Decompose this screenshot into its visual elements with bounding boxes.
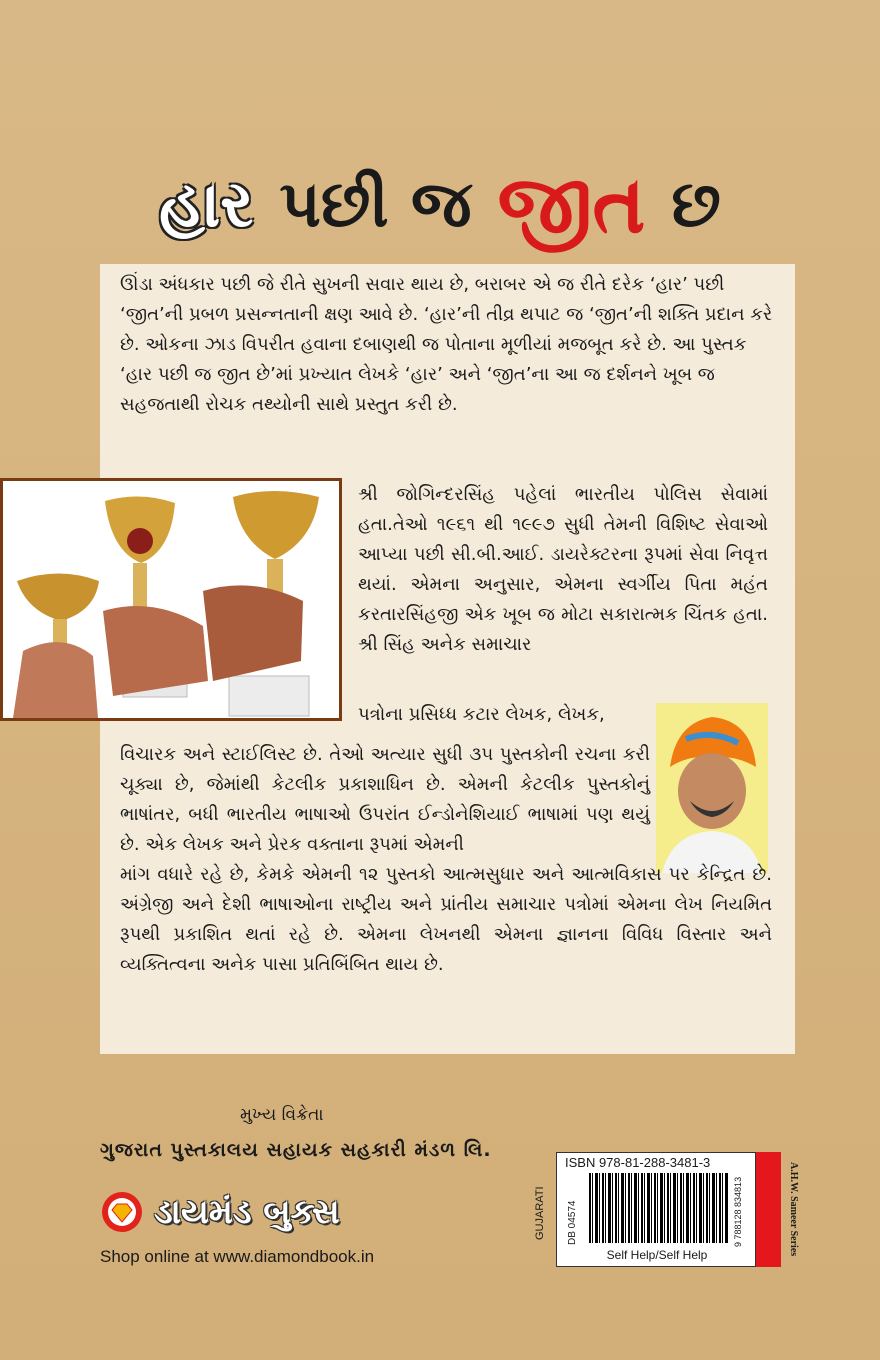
title-word-chhe: છ bbox=[671, 168, 721, 242]
publisher-brand bbox=[100, 1190, 340, 1234]
intro-paragraph: ઊંડા અંધકાર પછી જે રીતે સુખની સવાર થાય છે, બરાબર એ જ રીતે દરેક ‘હાર’ પછી ‘જીત’ની પ્રબળ પ્રસન્નતાની ક્ષણ આવે છે. ‘હાર’ની તીવ્ર થપાટ જ ‘જીત’ની શક્તિ પ્રદાન કરે છે. ઓકના ઝાડ વિપરીત હવાના દબાણથી જ પોતાના મૂળીયાં મજબૂત કરે છે. આ પુસ્તક ‘હાર પછી જ જીત છે’માં પ્રખ્યાત લેખકે ‘હાર’ અને ‘જીત’ના આ જ દર્શનને ખૂબ જ સહજતાથી રોચક તથ્યોની સાથે પ્રસ્તુત કરી છે. bbox=[120, 274, 773, 415]
barcode-box bbox=[556, 1152, 756, 1267]
author-bio-continued: પત્રોના પ્રસિધ્ધ કટાર લેખક, લેખક, bbox=[358, 704, 605, 725]
db-code: DB 04574 bbox=[567, 1200, 578, 1245]
author-bio-lower-b: માંગ વધારે રહે છે, કેમકે એમની ૧૨ પુસ્તકો આત્મસુધાર અને આત્મવિકાસ પર કેન્દ્રિત છે. અંગ્રેજી અને દેશી ભાષાઓના રાષ્ટ્રીય અને પ્રાંતીય સમાચાર પત્રોમાં એમના લેખ નિયમિત રૂપથી પ્રકાશિત થતાં રહે છે. એમના લેખનથી એમના જ્ઞાનના વિવિધ વિસ્તાર અને વ્યક્તિત્વના અનેક પાસા પ્રતિબિંબિત થાય છે. bbox=[120, 864, 772, 975]
author-bio-lower-a: વિચારક અને સ્ટાઈલિસ્ટ છે. તેઓ અત્યાર સુધી ૩૫ પુસ્તકોની રચના કરી ચૂક્યા છે, જેમાંથી કેટલીક પ્રકાશાધિન છે. એમની કેટલીક પુસ્તકોનું ભાષાંતર, બધી ભારતીય ભાષાઓ ઉપરાંત ઈન્ડોનેશિયાઈ ભાષામાં પણ થયું છે. એક લેખક અને પ્રેરક વક્તાના રૂપમાં એમની bbox=[120, 744, 650, 855]
distributor-name: ગુજરાત પુસ્તકાલય સહાયક સહકારી મંડળ લિ. bbox=[100, 1139, 492, 1161]
publisher-name: ડાયમંડ બુક્સ bbox=[154, 1192, 340, 1232]
series-red-strip bbox=[756, 1152, 781, 1267]
barcode-digits: 9 788128 834813 bbox=[733, 1176, 743, 1247]
language-label: GUJARATI bbox=[534, 1186, 546, 1240]
shop-online-url[interactable]: Shop online at www.diamondbook.in bbox=[100, 1247, 375, 1266]
book-title bbox=[0, 150, 880, 260]
diamond-logo-icon bbox=[100, 1190, 144, 1234]
book-category: Self Help/Self Help bbox=[606, 1248, 708, 1262]
trophies-illustration bbox=[3, 481, 339, 718]
barcode-bars bbox=[589, 1173, 729, 1243]
title-word-jeet: જીત bbox=[497, 158, 646, 251]
title-word-haar: હાર bbox=[159, 168, 254, 242]
trophy-photo bbox=[0, 478, 342, 721]
isbn-number: ISBN 978-81-288-3481-3 bbox=[565, 1155, 711, 1170]
series-label: A.H.W. Sameer Series bbox=[788, 1161, 799, 1257]
author-bio-paragraph: શ્રી જોગિન્દરસિંહ પહેલાં ભારતીય પોલિસ સેવામાં હતા.તેઓ ૧૯૬૧ થી ૧૯૯૭ સુધી તેમની વિશિષ્ટ સેવાઓ આપ્યા પછી સી.બી.આઈ. ડાયરેક્ટરના રૂપમાં સેવા નિવૃત્ત થયાં. એમના અનુસાર, એમના સ્વર્ગીય પિતા મહંત કરતારસિંહજી એક ખૂબ જ મોટા સકારાત્મક ચિંતક હતા. શ્રી સિંહ અનેક સમાચાર bbox=[358, 484, 768, 655]
title-word-pachhi-j: પછી જ bbox=[279, 168, 472, 242]
distributor-label: મુખ્ય વિક્રેતા bbox=[240, 1105, 324, 1125]
author-bio-lower bbox=[120, 740, 772, 980]
